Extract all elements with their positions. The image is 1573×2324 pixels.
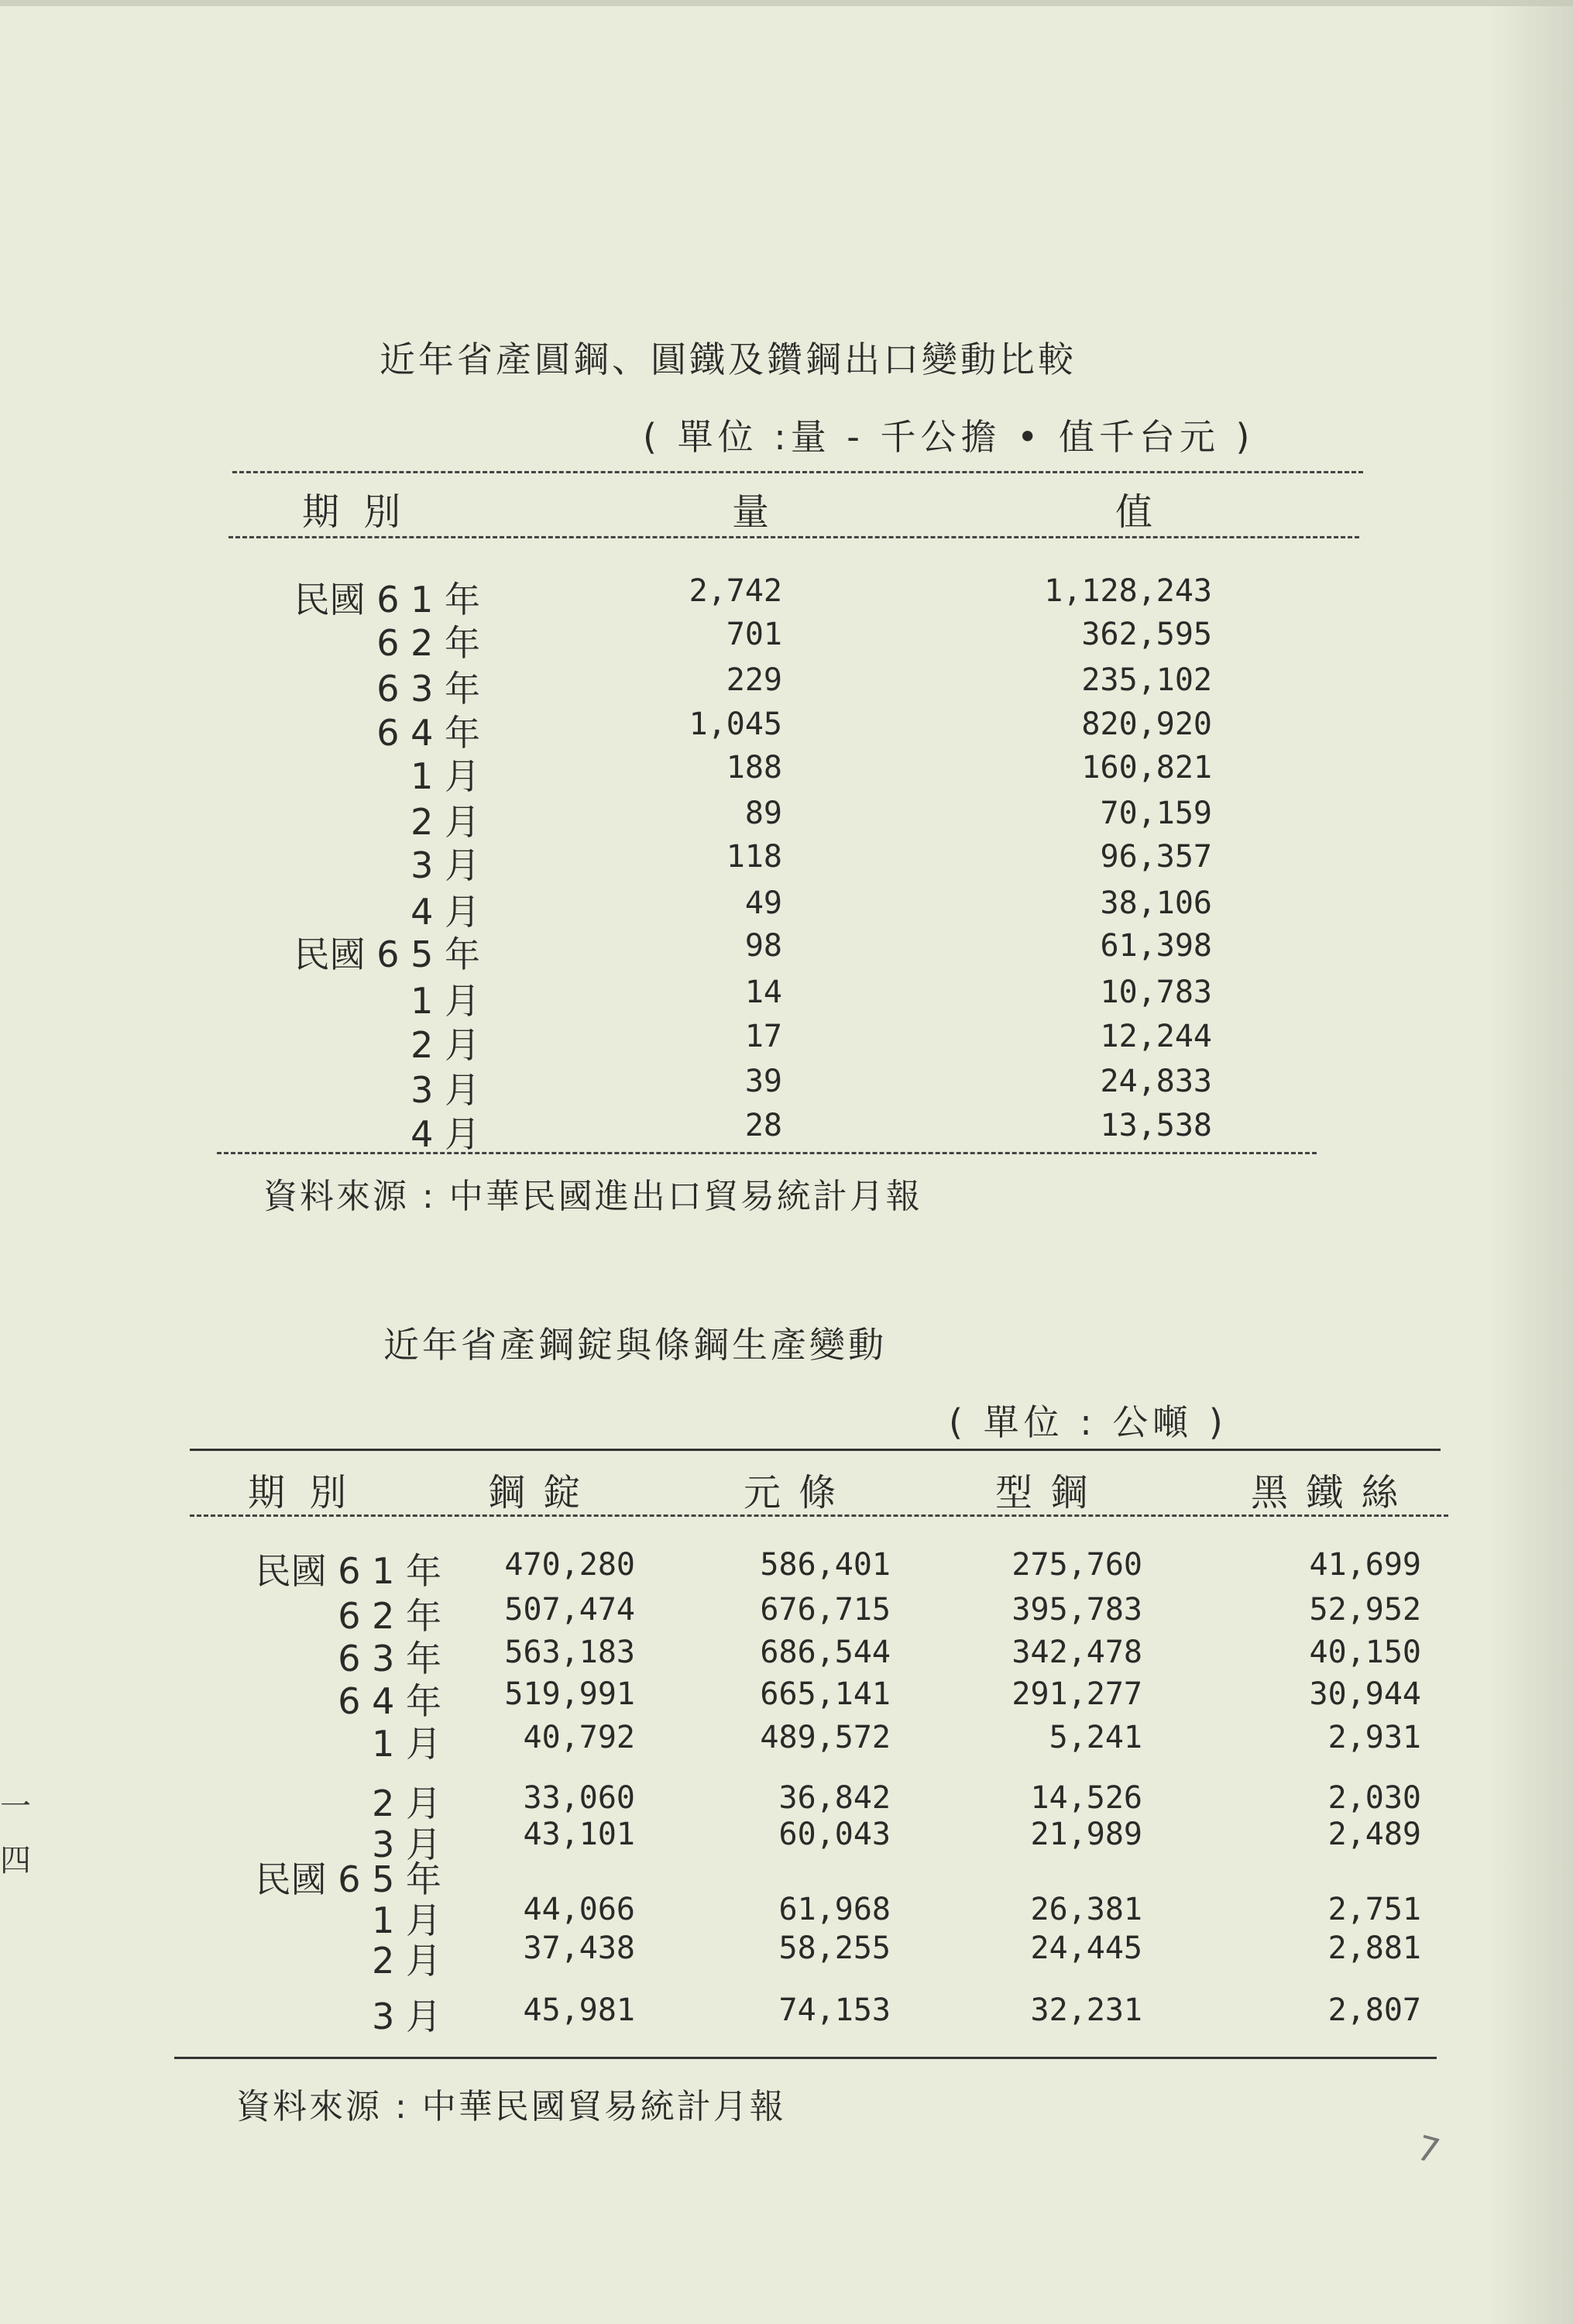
- table2-row-round-bar: 586,401: [760, 1547, 891, 1583]
- table2-title: 近年省產鋼錠與條鋼生產變動: [383, 1324, 887, 1366]
- table2-row-period: 1 月: [372, 1723, 441, 1765]
- table2-row-section: 32,231: [1030, 1992, 1142, 2028]
- table2-row-round-bar: 676,715: [760, 1592, 891, 1628]
- table1-row-value: 820,920: [1081, 706, 1212, 742]
- table2-row-section: 291,277: [1011, 1676, 1142, 1712]
- table1-unit: ( 單位 :量 - 千公擔 • 值千台元 ): [643, 416, 1255, 458]
- table2-row-round-bar: 58,255: [778, 1930, 891, 1966]
- table1-row-value: 61,398: [1100, 928, 1212, 964]
- table2-row-black-wire: 2,030: [1327, 1780, 1421, 1816]
- table1-row-quantity: 39: [744, 1064, 782, 1099]
- table2-row-ingot: 45,981: [523, 1992, 635, 2028]
- table1-row-period: 6 4 年: [376, 712, 480, 754]
- table2-row-ingot: 563,183: [504, 1635, 635, 1670]
- table1-row-period: 1 月: [410, 755, 480, 797]
- table2-row-period: 6 4 年: [338, 1680, 441, 1722]
- table1-row-period: 4 月: [410, 1113, 480, 1155]
- table1-row-quantity: 17: [744, 1019, 782, 1054]
- table2-row-black-wire: 2,931: [1327, 1720, 1421, 1755]
- table1-row-period: 6 3 年: [376, 668, 480, 710]
- table2-row-section: 395,783: [1011, 1592, 1142, 1628]
- table1-row-period: 2 月: [410, 1024, 480, 1066]
- table2-row-ingot: 44,066: [523, 1892, 635, 1927]
- table2-row-period: 民國 6 1 年: [255, 1550, 441, 1592]
- table2-row-round-bar: 36,842: [778, 1780, 891, 1816]
- table1-row-period: 6 2 年: [376, 622, 480, 664]
- table2-row-period: 民國 6 5 年: [255, 1858, 441, 1900]
- table1-row-quantity: 1,045: [689, 706, 782, 742]
- table2-row-black-wire: 30,944: [1309, 1676, 1421, 1712]
- table1-row-value: 235,102: [1081, 662, 1212, 698]
- page-number: 7: [1412, 2128, 1444, 2172]
- table2-row-round-bar: 489,572: [760, 1720, 891, 1755]
- table1-header-rule: [228, 536, 1359, 538]
- table1-row-value: 362,595: [1081, 617, 1212, 652]
- table1-row-period: 民國 6 1 年: [294, 579, 480, 621]
- table1-bottom-rule: [217, 1152, 1317, 1154]
- table1-row-period: 3 月: [410, 844, 480, 886]
- table1-row-quantity: 89: [744, 796, 782, 831]
- table2-row-section: 26,381: [1030, 1892, 1142, 1927]
- table2-row-ingot: 507,474: [504, 1592, 635, 1628]
- table2-row-black-wire: 2,881: [1327, 1930, 1421, 1966]
- table2-row-black-wire: 2,489: [1327, 1817, 1421, 1852]
- table2-row-round-bar: 74,153: [778, 1992, 891, 2028]
- table2-row-ingot: 37,438: [523, 1930, 635, 1966]
- table2-row-ingot: 33,060: [523, 1780, 635, 1816]
- table2-row-black-wire: 2,807: [1327, 1992, 1421, 2028]
- table1-row-value: 1,128,243: [1044, 573, 1212, 609]
- table1-top-rule: [232, 471, 1363, 473]
- table2-header-section: 型 鋼: [995, 1471, 1091, 1514]
- table1-row-period: 民國 6 5 年: [294, 933, 480, 975]
- table2-row-period: 2 月: [372, 1783, 441, 1824]
- table2-row-black-wire: 40,150: [1309, 1635, 1421, 1670]
- table2-row-section: 14,526: [1030, 1780, 1142, 1816]
- table1-row-value: 160,821: [1081, 750, 1212, 786]
- table2-row-section: 275,760: [1011, 1547, 1142, 1583]
- table1-row-quantity: 49: [744, 885, 782, 921]
- table1-row-quantity: 118: [726, 839, 782, 875]
- left-margin-mark-top: 一: [0, 1789, 31, 1824]
- table1-title: 近年省產圓鋼、圓鐵及鑽鋼出口變動比較: [380, 339, 1077, 380]
- table1-row-value: 24,833: [1100, 1064, 1212, 1099]
- table1-header-period: 期 別: [302, 490, 407, 534]
- table1-row-quantity: 98: [744, 928, 782, 964]
- table2-row-ingot: 519,991: [504, 1676, 635, 1712]
- table1-row-period: 2 月: [410, 801, 480, 843]
- table2-header-ingot: 鋼 錠: [488, 1471, 584, 1514]
- table2-row-round-bar: 686,544: [760, 1635, 891, 1670]
- table1-row-quantity: 188: [726, 750, 782, 786]
- table1-row-quantity: 14: [744, 975, 782, 1010]
- table2-row-black-wire: 52,952: [1309, 1592, 1421, 1628]
- table2-row-period: 2 月: [372, 1940, 441, 1982]
- table2-row-period: 3 月: [372, 1824, 441, 1865]
- table2-row-ingot: 470,280: [504, 1547, 635, 1583]
- table1-row-value: 70,159: [1100, 796, 1212, 831]
- table2-unit: ( 單位 : 公噸 ): [949, 1401, 1228, 1443]
- table1-row-value: 96,357: [1100, 839, 1212, 875]
- table1-row-value: 12,244: [1100, 1019, 1212, 1054]
- table1-source: 資料來源 : 中華民國進出口貿易統計月報: [263, 1177, 922, 1216]
- table2-row-period: 6 3 年: [338, 1638, 441, 1679]
- page-top-edge: [0, 0, 1573, 6]
- table1-row-quantity: 701: [726, 617, 782, 652]
- table2-source: 資料來源 : 中華民國貿易統計月報: [236, 2087, 786, 2126]
- table2-row-section: 24,445: [1030, 1930, 1142, 1966]
- table2-header-rule: [190, 1514, 1448, 1517]
- left-margin-mark-bottom: 四: [0, 1843, 31, 1879]
- table1-row-quantity: 28: [744, 1108, 782, 1143]
- table2-row-ingot: 43,101: [523, 1817, 635, 1852]
- table1-row-quantity: 229: [726, 662, 782, 698]
- table2-row-section: 21,989: [1030, 1817, 1142, 1852]
- table1-header-quantity: 量: [732, 490, 770, 534]
- table1-row-period: 4 月: [410, 891, 480, 933]
- table2-top-rule: [190, 1449, 1441, 1451]
- table1-row-period: 1 月: [410, 980, 480, 1022]
- table2-header-black-wire: 黑 鐵 絲: [1251, 1471, 1402, 1514]
- table2-header-round-bar: 元 條: [744, 1471, 840, 1514]
- table1-row-value: 38,106: [1100, 885, 1212, 921]
- table1-row-quantity: 2,742: [689, 573, 782, 609]
- table2-row-round-bar: 665,141: [760, 1676, 891, 1712]
- table2-row-round-bar: 60,043: [778, 1817, 891, 1852]
- table1-row-value: 10,783: [1100, 975, 1212, 1010]
- page-binding-shade: [1488, 0, 1573, 2324]
- table2-row-period: 1 月: [372, 1899, 441, 1941]
- table2-row-black-wire: 41,699: [1309, 1547, 1421, 1583]
- table2-header-period: 期 別: [248, 1471, 353, 1514]
- table2-row-black-wire: 2,751: [1327, 1892, 1421, 1927]
- table2-row-ingot: 40,792: [523, 1720, 635, 1755]
- table1-row-period: 3 月: [410, 1069, 480, 1111]
- table2-row-round-bar: 61,968: [778, 1892, 891, 1927]
- table1-row-value: 13,538: [1100, 1108, 1212, 1143]
- table2-row-period: 3 月: [372, 1996, 441, 2037]
- table2-row-section: 342,478: [1011, 1635, 1142, 1670]
- table2-row-section: 5,241: [1049, 1720, 1142, 1755]
- table2-row-period: 6 2 年: [338, 1595, 441, 1637]
- table1-header-value: 值: [1115, 490, 1153, 534]
- table2-bottom-rule: [174, 2057, 1437, 2059]
